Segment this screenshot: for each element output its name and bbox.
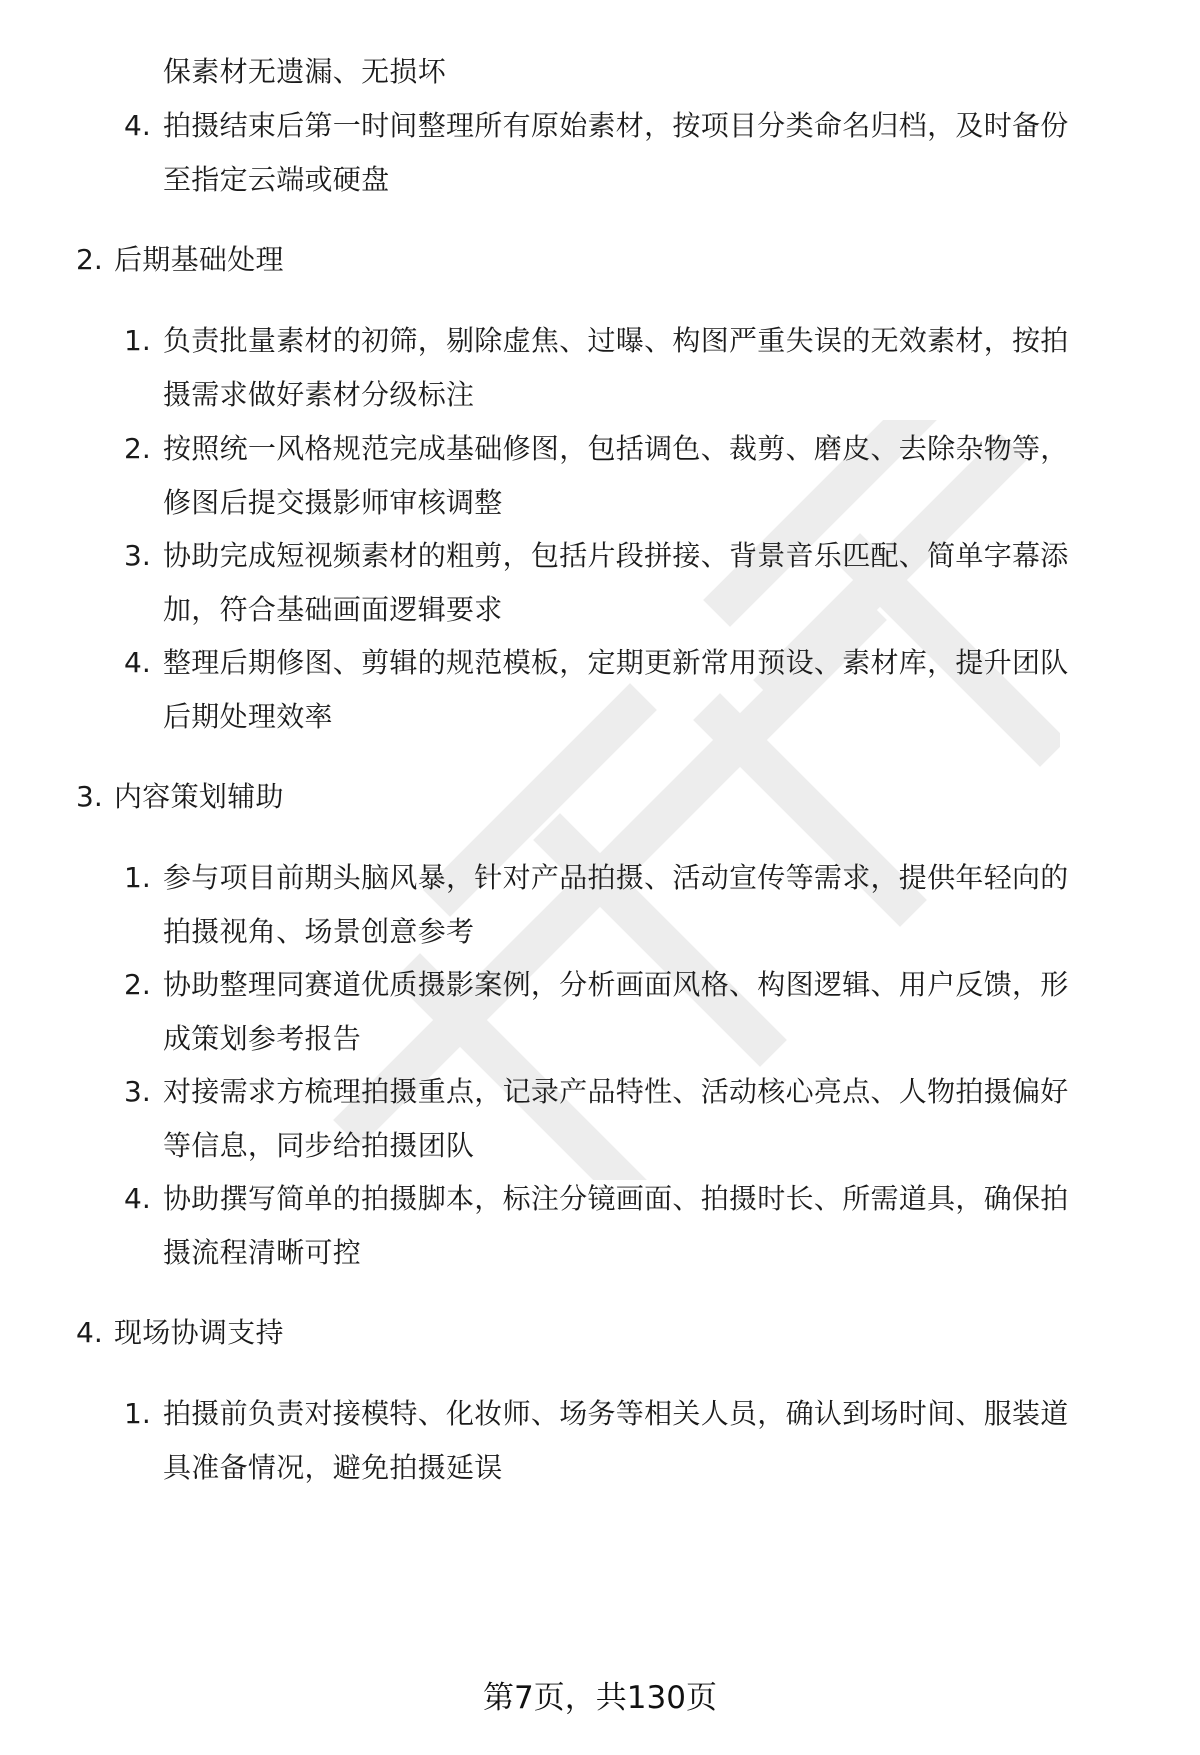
list-item-text: 拍摄前负责对接模特、化妆师、场务等相关人员，确认到场时间、服装道 — [163, 1397, 1069, 1430]
watermark-graphic — [300, 420, 1060, 1180]
section-title: 现场协调支持 — [114, 1316, 284, 1349]
list-item-text: 至指定云端或硬盘 — [163, 163, 390, 196]
list-item-text: 协助整理同赛道优质摄影案例，分析画面风格、构图逻辑、用户反馈，形 — [163, 968, 1069, 1001]
list-item-text: 成策划参考报告 — [163, 1022, 362, 1055]
list-item-text: 按照统一风格规范完成基础修图，包括调色、裁剪、磨皮、去除杂物等， — [163, 432, 1069, 465]
list-item-text: 具准备情况，避免拍摄延误 — [163, 1451, 503, 1484]
list-item-text: 拍摄视角、场景创意参考 — [163, 915, 475, 948]
list-item-text: 参与项目前期头脑风暴，针对产品拍摄、活动宣传等需求，提供年轻向的 — [163, 861, 1069, 894]
list-item-text: 负责批量素材的初筛，剔除虚焦、过曝、构图严重失误的无效素材，按拍 — [163, 324, 1069, 357]
list-item-text: 摄需求做好素材分级标注 — [163, 378, 475, 411]
section-title: 内容策划辅助 — [114, 780, 284, 813]
list-number: 4. — [124, 1182, 151, 1215]
list-item-text: 摄流程清晰可控 — [163, 1236, 362, 1269]
list-item-text: 拍摄结束后第一时间整理所有原始素材，按项目分类命名归档，及时备份 — [163, 109, 1069, 142]
section-title: 后期基础处理 — [114, 243, 284, 276]
section-number: 2. — [76, 243, 103, 276]
continuation-text: 保素材无遗漏、无损坏 — [163, 55, 447, 88]
list-number: 1. — [124, 324, 151, 357]
list-number: 4. — [124, 646, 151, 679]
list-number: 2. — [124, 432, 151, 465]
list-item-text: 后期处理效率 — [163, 700, 333, 733]
list-number: 4. — [124, 109, 151, 142]
list-item-text: 协助撰写简单的拍摄脚本，标注分镜画面、拍摄时长、所需道具，确保拍 — [163, 1182, 1069, 1215]
list-item-text: 协助完成短视频素材的粗剪，包括片段拼接、背景音乐匹配、简单字幕添 — [163, 539, 1069, 572]
list-number: 2. — [124, 968, 151, 1001]
page-footer: 第7页，共130页 — [483, 1680, 717, 1716]
list-number: 3. — [124, 1075, 151, 1108]
section-number: 4. — [76, 1316, 103, 1349]
list-item-text: 等信息，同步给拍摄团队 — [163, 1129, 475, 1162]
list-item-text: 加，符合基础画面逻辑要求 — [163, 593, 503, 626]
list-number: 3. — [124, 539, 151, 572]
list-item-text: 对接需求方梳理拍摄重点，记录产品特性、活动核心亮点、人物拍摄偏好 — [163, 1075, 1069, 1108]
list-item-text: 整理后期修图、剪辑的规范模板，定期更新常用预设、素材库，提升团队 — [163, 646, 1069, 679]
list-item-text: 修图后提交摄影师审核调整 — [163, 486, 503, 519]
list-number: 1. — [124, 1397, 151, 1430]
list-number: 1. — [124, 861, 151, 894]
section-number: 3. — [76, 780, 103, 813]
